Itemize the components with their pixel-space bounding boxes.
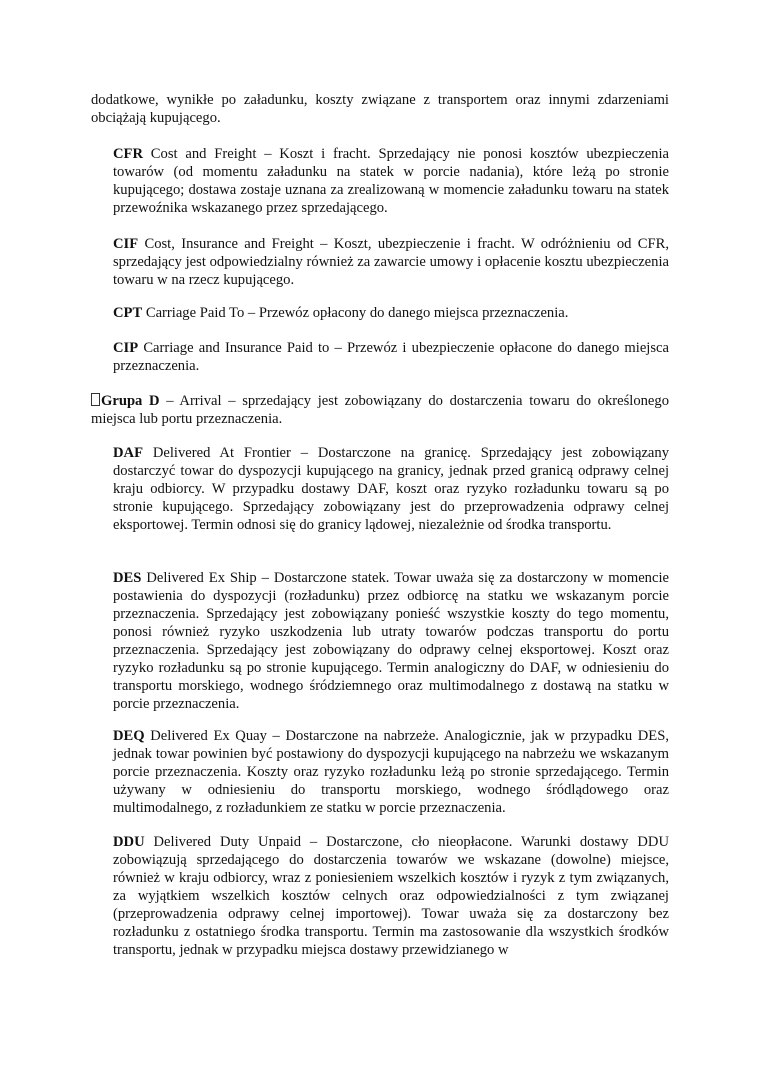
term-code: DAF <box>113 445 143 461</box>
term-code: DDU <box>113 834 145 850</box>
term-text: Cost and Freight – Koszt i fracht. Sprzedający nie ponosi kosztów ubezpieczenia towarów (od momentu załadunku na statek w porcie nadania), które leżą po stronie kupującego; dostawa zostaje uznana za zrealizowaną w momencie załadunku towaru na statek przewoźnika wskazanego przez sprzedającego. <box>113 146 669 216</box>
term-cfr <box>113 145 669 217</box>
group-label: Grupa D <box>101 393 160 409</box>
term-deq <box>113 727 669 817</box>
term-text: Delivered Duty Unpaid – Dostarczone, cło nieopłacone. Warunki dostawy DDU zobowiązują sprzedającego do dostarczenia towarów we wskazane (dowolne) miejsce, również w kraju odbiorcy, wraz z poniesieniem wszelkich kosztów i ryzyk z tym związanych, za wyjątkiem wszelkich kosztów celnych oraz odpowiedzialności z tym związanej (przeprowadzenia odprawy celnej importowej). Towar uważa się za dostarczony bez rozładunku z ostatniego środka transportu. Termin ma zastosowanie dla wszystkich środków transportu, jednak w przypadku miejsca dostawy przewidzianego w <box>113 834 669 958</box>
group-d-heading <box>91 392 669 428</box>
term-code: CIP <box>113 340 139 356</box>
term-text: Delivered Ex Ship – Dostarczone statek. Towar uważa się za dostarczony w momencie postawienia do dyspozycji (rozładunku) przez odbiorcę na statku we wskazanym porcie przeznaczenia. Sprzedający jest zobowiązany ponieść wszystkie koszty do tego momentu, ponosi również ryzyko uszkodzenia lub utraty towarów podczas transportu do portu przeznaczenia. Sprzedający jest zobowiązany do odprawy celnej eksportowej. Koszt oraz ryzyko rozładunku są po stronie kupującego. Termin analogiczny do DAF, w odniesieniu do transportu morskiego, wodnego śródziemnego oraz multimodalnego z dostawą na statku w porcie przeznaczenia. <box>113 570 669 712</box>
term-text: Delivered Ex Quay – Dostarczone na nabrzeże. Analogicznie, jak w przypadku DES, jednak towar powinien być postawiony do dyspozycji kupującego na nabrzeżu we wskazanym porcie przeznaczenia. Koszty oraz ryzyko rozładunku leżą po stronie sprzedającego. Termin używany w odniesieniu do transportu morskiego, wodnego śródlądowego oraz multimodalnego, z rozładunkiem ze statku w porcie przeznaczenia. <box>113 728 669 816</box>
term-text: Carriage and Insurance Paid to – Przewóz i ubezpieczenie opłacone do danego miejsca przeznaczenia. <box>113 340 669 374</box>
term-code: CIF <box>113 236 139 252</box>
bullet-box-icon <box>91 393 100 406</box>
term-code: CPT <box>113 305 143 321</box>
term-des <box>113 569 669 713</box>
term-text: Delivered At Frontier – Dostarczone na granicę. Sprzedający jest zobowiązany dostarczyć towar do dyspozycji kupującego na granicy, jednak przed granicą odprawy celnej kraju odbiorcy. W przypadku dostawy DAF, koszt oraz ryzyko rozładunku towaru są po stronie kupującego. Sprzedający zobowiązany jest do przeprowadzenia odprawy celnej eksportowej. Termin odnosi się do granicy lądowej, niezależnie od środka transportu. <box>113 445 669 533</box>
term-ddu <box>113 833 669 959</box>
group-text: – Arrival – sprzedający jest zobowiązany do dostarczenia towaru do określonego miejsca lub portu przeznaczenia. <box>91 393 669 427</box>
term-code: DEQ <box>113 728 145 744</box>
intro-paragraph: dodatkowe, wynikłe po załadunku, koszty związane z transportem oraz innymi zdarzeniami obciążają kupującego. <box>91 92 669 126</box>
term-cpt <box>113 304 669 322</box>
term-cip <box>113 339 669 375</box>
term-text: Cost, Insurance and Freight – Koszt, ubezpieczenie i fracht. W odróżnieniu od CFR, sprzedający jest odpowiedzialny również za zawarcie umowy i opłacenie kosztu ubezpieczenia towaru w na rzecz kupującego. <box>113 236 669 288</box>
term-code: CFR <box>113 146 143 162</box>
term-text: Carriage Paid To – Przewóz opłacony do danego miejsca przeznaczenia. <box>142 305 569 321</box>
term-cif <box>113 235 669 289</box>
term-daf <box>113 444 669 534</box>
term-code: DES <box>113 570 142 586</box>
